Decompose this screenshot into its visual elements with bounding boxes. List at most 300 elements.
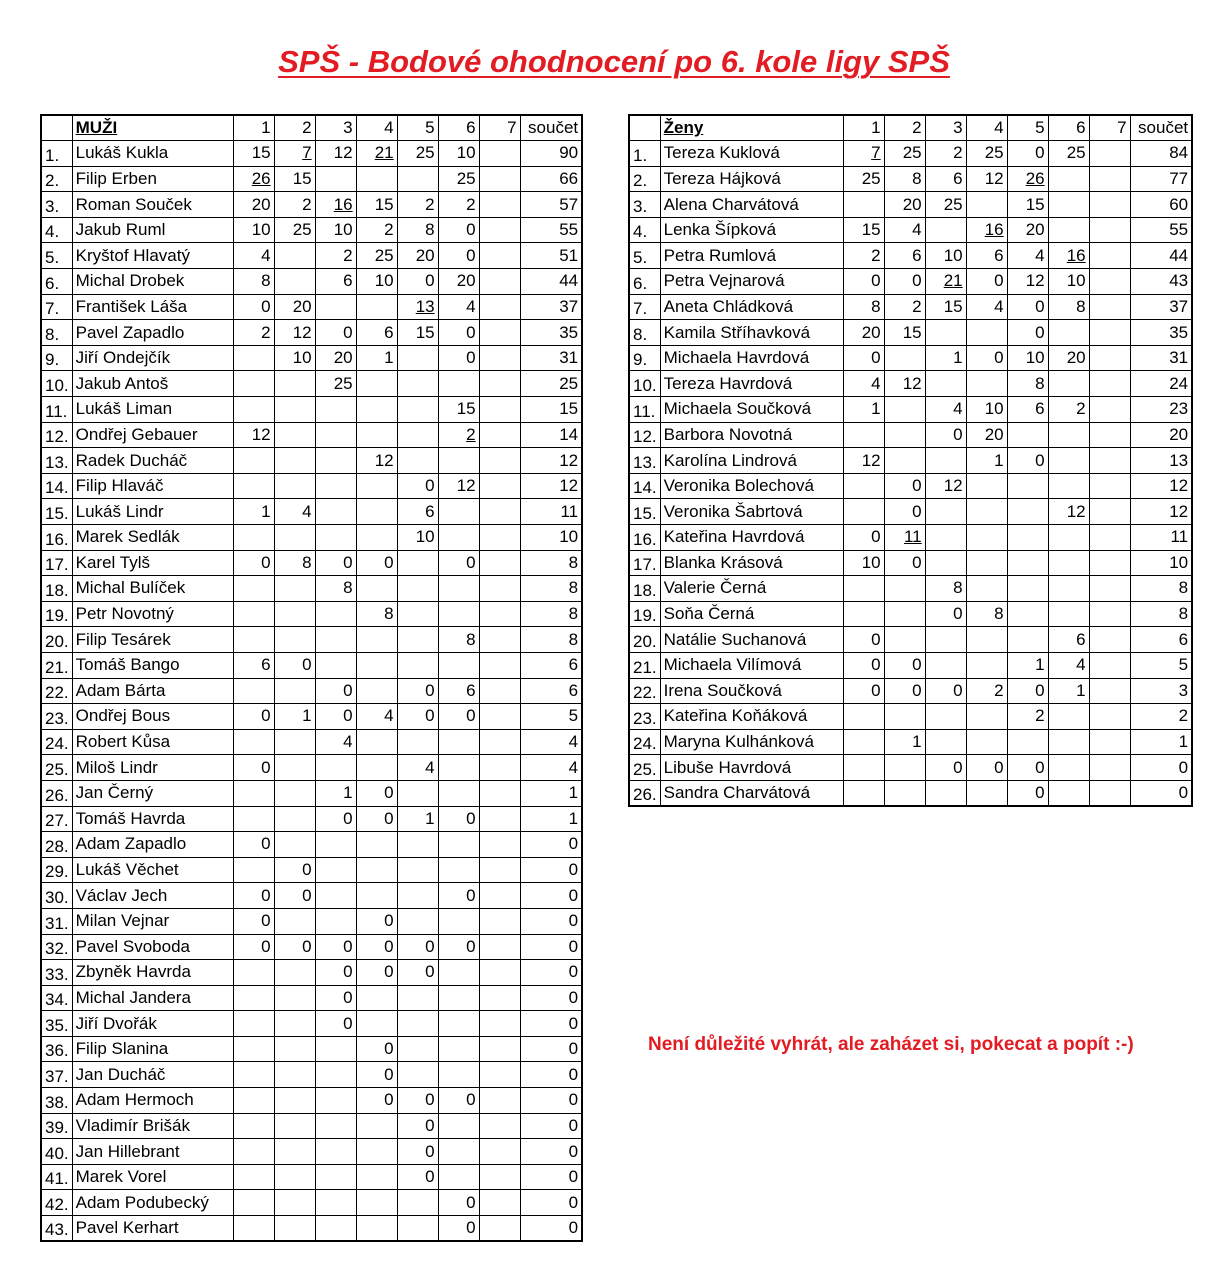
round-score-6 <box>438 1164 479 1190</box>
round-score-4: 0 <box>356 806 397 832</box>
round-score-5 <box>397 1062 438 1088</box>
round-score-4: 6 <box>356 320 397 346</box>
round-score-7 <box>479 780 520 806</box>
table-row <box>41 141 582 167</box>
round-score-6: 16 <box>1048 243 1089 269</box>
round-score-6: 0 <box>438 704 479 730</box>
round-score-2: 15 <box>274 166 315 192</box>
round-score-6: 8 <box>1048 294 1089 320</box>
table-row <box>629 601 1192 627</box>
rank-cell: 11. <box>41 397 72 423</box>
total-score: 10 <box>1130 550 1192 576</box>
table-row <box>629 166 1192 192</box>
player-name: Václav Jech <box>72 883 233 909</box>
round-score-4: 4 <box>356 704 397 730</box>
round-score-4 <box>356 729 397 755</box>
table-row <box>41 269 582 295</box>
round-score-2 <box>274 397 315 423</box>
round-header-5: 5 <box>1007 115 1048 141</box>
round-score-5 <box>397 908 438 934</box>
round-header-2: 2 <box>884 115 925 141</box>
round-score-5 <box>397 576 438 602</box>
total-header: součet <box>1130 115 1192 141</box>
round-score-4 <box>966 499 1007 525</box>
round-score-1 <box>233 1164 274 1190</box>
rank-cell: 36. <box>41 1036 72 1062</box>
round-score-3 <box>315 1216 356 1242</box>
round-score-3: 4 <box>315 729 356 755</box>
round-score-4: 0 <box>356 960 397 986</box>
round-score-4 <box>966 473 1007 499</box>
round-score-3 <box>315 166 356 192</box>
round-score-4 <box>356 473 397 499</box>
round-score-7 <box>479 601 520 627</box>
round-score-7 <box>479 166 520 192</box>
player-name: Pavel Kerhart <box>72 1216 233 1242</box>
round-score-3: 1 <box>315 780 356 806</box>
round-score-5: 2 <box>1007 704 1048 730</box>
total-score: 0 <box>520 857 582 883</box>
round-score-7 <box>1089 192 1130 218</box>
table-row <box>41 217 582 243</box>
table-row <box>629 652 1192 678</box>
table-row <box>629 704 1192 730</box>
table-row <box>41 550 582 576</box>
round-score-6: 0 <box>438 883 479 909</box>
total-score: 8 <box>520 627 582 653</box>
round-score-5 <box>1007 525 1048 551</box>
player-name: Michal Drobek <box>72 269 233 295</box>
round-score-7 <box>479 1088 520 1114</box>
round-score-2: 12 <box>274 320 315 346</box>
round-score-6: 0 <box>438 345 479 371</box>
round-score-6 <box>1048 576 1089 602</box>
round-score-4: 0 <box>356 908 397 934</box>
round-score-5: 0 <box>397 960 438 986</box>
round-score-5 <box>397 729 438 755</box>
table-row <box>41 1036 582 1062</box>
round-score-3: 0 <box>315 678 356 704</box>
round-score-1: 1 <box>233 499 274 525</box>
player-name: Lukáš Věchet <box>72 857 233 883</box>
total-score: 44 <box>1130 243 1192 269</box>
table-row <box>41 678 582 704</box>
player-name: Petra Vejnarová <box>660 269 843 295</box>
table-row <box>41 1190 582 1216</box>
player-name: Jiří Dvořák <box>72 1011 233 1037</box>
rank-cell: 25. <box>41 755 72 781</box>
round-score-7 <box>1089 166 1130 192</box>
round-score-2: 6 <box>884 243 925 269</box>
round-score-1 <box>843 704 884 730</box>
rank-cell: 23. <box>629 704 660 730</box>
round-score-2: 25 <box>274 217 315 243</box>
round-header-3: 3 <box>925 115 966 141</box>
round-score-3 <box>925 499 966 525</box>
round-header-1: 1 <box>843 115 884 141</box>
player-name: Petr Novotný <box>72 601 233 627</box>
round-score-1 <box>843 422 884 448</box>
rank-cell: 16. <box>41 525 72 551</box>
total-score: 6 <box>520 678 582 704</box>
round-score-1: 0 <box>843 269 884 295</box>
table-row <box>41 192 582 218</box>
header-blank <box>41 115 72 141</box>
round-score-3: 10 <box>315 217 356 243</box>
rank-cell: 6. <box>629 269 660 295</box>
round-score-4 <box>356 166 397 192</box>
round-score-4 <box>356 422 397 448</box>
round-score-6 <box>1048 704 1089 730</box>
total-score: 0 <box>520 1190 582 1216</box>
round-score-3: 15 <box>925 294 966 320</box>
round-score-1: 12 <box>843 448 884 474</box>
round-score-4: 1 <box>966 448 1007 474</box>
rank-cell: 2. <box>629 166 660 192</box>
round-score-1: 1 <box>843 397 884 423</box>
player-name: Maryna Kulhánková <box>660 729 843 755</box>
round-score-7 <box>479 832 520 858</box>
round-score-5 <box>397 883 438 909</box>
round-score-6: 0 <box>438 1088 479 1114</box>
rank-cell: 18. <box>629 576 660 602</box>
round-score-2 <box>274 448 315 474</box>
player-name: Pavel Svoboda <box>72 934 233 960</box>
rank-cell: 21. <box>41 652 72 678</box>
round-score-1 <box>233 1062 274 1088</box>
round-score-3 <box>315 1113 356 1139</box>
round-score-5 <box>397 166 438 192</box>
round-score-2 <box>274 525 315 551</box>
round-score-2 <box>274 473 315 499</box>
table-row <box>41 857 582 883</box>
round-score-1 <box>233 678 274 704</box>
round-score-1 <box>233 448 274 474</box>
round-score-4 <box>356 1011 397 1037</box>
player-name: Natálie Suchanová <box>660 627 843 653</box>
round-score-1 <box>843 601 884 627</box>
round-header-6: 6 <box>438 115 479 141</box>
round-score-1 <box>233 576 274 602</box>
table-row <box>629 371 1192 397</box>
rank-cell: 5. <box>41 243 72 269</box>
round-score-2 <box>884 755 925 781</box>
total-score: 0 <box>1130 755 1192 781</box>
total-score: 14 <box>520 422 582 448</box>
round-score-2: 8 <box>884 166 925 192</box>
player-name: Michal Jandera <box>72 985 233 1011</box>
round-score-1: 4 <box>233 243 274 269</box>
round-score-6 <box>438 371 479 397</box>
table-row <box>41 985 582 1011</box>
round-score-7 <box>479 371 520 397</box>
round-score-3 <box>315 1139 356 1165</box>
total-score: 8 <box>520 601 582 627</box>
men-table <box>40 114 583 1242</box>
total-score: 10 <box>520 525 582 551</box>
round-score-4: 2 <box>966 678 1007 704</box>
round-score-5 <box>1007 550 1048 576</box>
table-row <box>41 1216 582 1242</box>
round-score-3: 2 <box>925 141 966 167</box>
table-row <box>41 243 582 269</box>
round-score-7 <box>479 550 520 576</box>
player-name: Marek Vorel <box>72 1164 233 1190</box>
round-score-2: 12 <box>884 371 925 397</box>
round-score-5 <box>397 1011 438 1037</box>
round-score-6: 4 <box>1048 652 1089 678</box>
round-score-2 <box>274 908 315 934</box>
total-score: 12 <box>1130 473 1192 499</box>
round-score-1 <box>233 1190 274 1216</box>
round-score-1 <box>843 576 884 602</box>
player-name: Michaela Vilímová <box>660 652 843 678</box>
table-row <box>629 678 1192 704</box>
round-score-5: 0 <box>397 1139 438 1165</box>
round-header-4: 4 <box>966 115 1007 141</box>
round-score-7 <box>479 320 520 346</box>
total-header: součet <box>520 115 582 141</box>
round-score-6 <box>1048 780 1089 806</box>
player-name: Karolína Lindrová <box>660 448 843 474</box>
round-score-4: 10 <box>356 269 397 295</box>
round-score-4 <box>966 704 1007 730</box>
round-score-5: 0 <box>397 1113 438 1139</box>
round-score-4: 0 <box>356 550 397 576</box>
table-row <box>41 294 582 320</box>
round-score-5 <box>397 780 438 806</box>
round-score-2: 0 <box>884 269 925 295</box>
round-score-7 <box>1089 678 1130 704</box>
round-score-2: 4 <box>274 499 315 525</box>
player-name: Jiří Ondejčík <box>72 345 233 371</box>
total-score: 51 <box>520 243 582 269</box>
rank-cell: 15. <box>629 499 660 525</box>
rank-cell: 7. <box>41 294 72 320</box>
table-row <box>41 499 582 525</box>
player-name: Sandra Charvátová <box>660 780 843 806</box>
round-score-4 <box>966 780 1007 806</box>
round-score-2: 0 <box>884 652 925 678</box>
table-row <box>629 473 1192 499</box>
round-score-2: 0 <box>274 883 315 909</box>
round-score-1 <box>843 780 884 806</box>
round-score-2 <box>274 576 315 602</box>
player-name: Roman Souček <box>72 192 233 218</box>
rank-cell: 20. <box>629 627 660 653</box>
round-header-1: 1 <box>233 115 274 141</box>
table-row <box>629 729 1192 755</box>
round-header-2: 2 <box>274 115 315 141</box>
total-score: 8 <box>1130 601 1192 627</box>
total-score: 37 <box>1130 294 1192 320</box>
round-score-7 <box>479 141 520 167</box>
table-row <box>629 576 1192 602</box>
total-score: 15 <box>520 397 582 423</box>
round-score-4 <box>356 755 397 781</box>
round-score-6 <box>438 908 479 934</box>
total-score: 8 <box>1130 576 1192 602</box>
round-score-5 <box>397 345 438 371</box>
player-name: Veronika Bolechová <box>660 473 843 499</box>
round-score-3 <box>315 422 356 448</box>
rank-cell: 9. <box>41 345 72 371</box>
player-name: Michaela Havrdová <box>660 345 843 371</box>
rank-cell: 24. <box>41 729 72 755</box>
round-score-7 <box>1089 627 1130 653</box>
round-score-2 <box>274 985 315 1011</box>
table-row <box>629 755 1192 781</box>
round-score-7 <box>479 883 520 909</box>
round-score-2 <box>884 422 925 448</box>
total-score: 4 <box>520 755 582 781</box>
rank-cell: 8. <box>629 320 660 346</box>
round-score-5: 26 <box>1007 166 1048 192</box>
round-score-2 <box>274 269 315 295</box>
round-score-7 <box>1089 576 1130 602</box>
total-score: 5 <box>520 704 582 730</box>
round-score-1: 0 <box>233 934 274 960</box>
total-score: 0 <box>520 1088 582 1114</box>
rank-cell: 3. <box>41 192 72 218</box>
player-name: Adam Hermoch <box>72 1088 233 1114</box>
round-score-7 <box>479 908 520 934</box>
rank-cell: 5. <box>629 243 660 269</box>
round-score-6: 4 <box>438 294 479 320</box>
round-score-1: 0 <box>233 704 274 730</box>
round-score-6 <box>1048 166 1089 192</box>
round-score-6: 25 <box>438 166 479 192</box>
round-score-6 <box>438 1011 479 1037</box>
table-row <box>41 883 582 909</box>
round-score-5 <box>397 601 438 627</box>
round-score-3 <box>925 652 966 678</box>
round-score-4 <box>966 371 1007 397</box>
table-row <box>41 397 582 423</box>
round-score-3: 0 <box>925 678 966 704</box>
round-score-2: 0 <box>274 857 315 883</box>
table-row <box>41 960 582 986</box>
round-score-1 <box>233 857 274 883</box>
total-score: 1 <box>520 806 582 832</box>
round-score-2 <box>274 780 315 806</box>
rank-cell: 28. <box>41 832 72 858</box>
round-score-6 <box>438 780 479 806</box>
round-score-5 <box>397 857 438 883</box>
rank-cell: 19. <box>41 601 72 627</box>
round-score-7 <box>479 857 520 883</box>
round-score-3 <box>315 397 356 423</box>
round-score-4 <box>966 652 1007 678</box>
round-score-2 <box>884 448 925 474</box>
round-score-2 <box>274 755 315 781</box>
round-score-2: 7 <box>274 141 315 167</box>
rank-cell: 18. <box>41 576 72 602</box>
round-score-7 <box>1089 294 1130 320</box>
player-name: Lukáš Lindr <box>72 499 233 525</box>
round-score-7 <box>479 1011 520 1037</box>
round-score-7 <box>1089 525 1130 551</box>
round-score-4: 0 <box>356 1062 397 1088</box>
round-score-1 <box>233 729 274 755</box>
round-score-4 <box>356 576 397 602</box>
table-row <box>629 448 1192 474</box>
round-score-7 <box>479 1062 520 1088</box>
round-score-2 <box>884 397 925 423</box>
rank-cell: 26. <box>41 780 72 806</box>
round-score-2: 0 <box>884 550 925 576</box>
total-score: 3 <box>1130 678 1192 704</box>
rank-cell: 22. <box>41 678 72 704</box>
total-score: 20 <box>1130 422 1192 448</box>
round-score-7 <box>479 985 520 1011</box>
round-score-7 <box>479 1164 520 1190</box>
total-score: 31 <box>520 345 582 371</box>
women-table <box>628 114 1193 807</box>
round-score-7 <box>1089 141 1130 167</box>
round-score-3: 0 <box>315 550 356 576</box>
total-score: 23 <box>1130 397 1192 423</box>
round-score-2 <box>274 729 315 755</box>
player-name: Marek Sedlák <box>72 525 233 551</box>
round-score-7 <box>479 934 520 960</box>
round-score-2: 8 <box>274 550 315 576</box>
rank-cell: 3. <box>629 192 660 218</box>
rank-cell: 22. <box>629 678 660 704</box>
table-row <box>629 780 1192 806</box>
round-score-5: 12 <box>1007 269 1048 295</box>
rank-cell: 25. <box>629 755 660 781</box>
round-score-1: 7 <box>843 141 884 167</box>
round-score-6: 12 <box>438 473 479 499</box>
round-score-5 <box>397 397 438 423</box>
round-score-7 <box>479 397 520 423</box>
rank-cell: 6. <box>41 269 72 295</box>
round-score-2: 15 <box>884 320 925 346</box>
round-score-1: 2 <box>233 320 274 346</box>
rank-cell: 33. <box>41 960 72 986</box>
total-score: 0 <box>520 908 582 934</box>
table-row <box>41 473 582 499</box>
round-score-4 <box>356 1190 397 1216</box>
round-score-1: 25 <box>843 166 884 192</box>
rank-cell: 37. <box>41 1062 72 1088</box>
round-score-5 <box>397 422 438 448</box>
total-score: 44 <box>520 269 582 295</box>
round-score-7 <box>479 806 520 832</box>
player-name: Adam Podubecký <box>72 1190 233 1216</box>
round-score-4 <box>966 576 1007 602</box>
round-score-3: 0 <box>315 1011 356 1037</box>
player-name: Milan Vejnar <box>72 908 233 934</box>
player-name: Karel Tylš <box>72 550 233 576</box>
rank-cell: 30. <box>41 883 72 909</box>
round-score-3: 8 <box>315 576 356 602</box>
player-name: Filip Tesárek <box>72 627 233 653</box>
footer-note: Není důležité vyhrát, ale zaházet si, pokecat a popít :-) <box>648 1034 1134 1055</box>
round-score-7 <box>479 1190 520 1216</box>
player-name: Tomáš Bango <box>72 652 233 678</box>
total-score: 0 <box>520 1113 582 1139</box>
round-score-5 <box>397 627 438 653</box>
round-score-4: 10 <box>966 397 1007 423</box>
round-score-3 <box>925 371 966 397</box>
round-score-2 <box>274 832 315 858</box>
round-score-4 <box>356 1139 397 1165</box>
round-score-7 <box>1089 499 1130 525</box>
round-score-5: 1 <box>1007 652 1048 678</box>
round-score-5: 0 <box>1007 780 1048 806</box>
